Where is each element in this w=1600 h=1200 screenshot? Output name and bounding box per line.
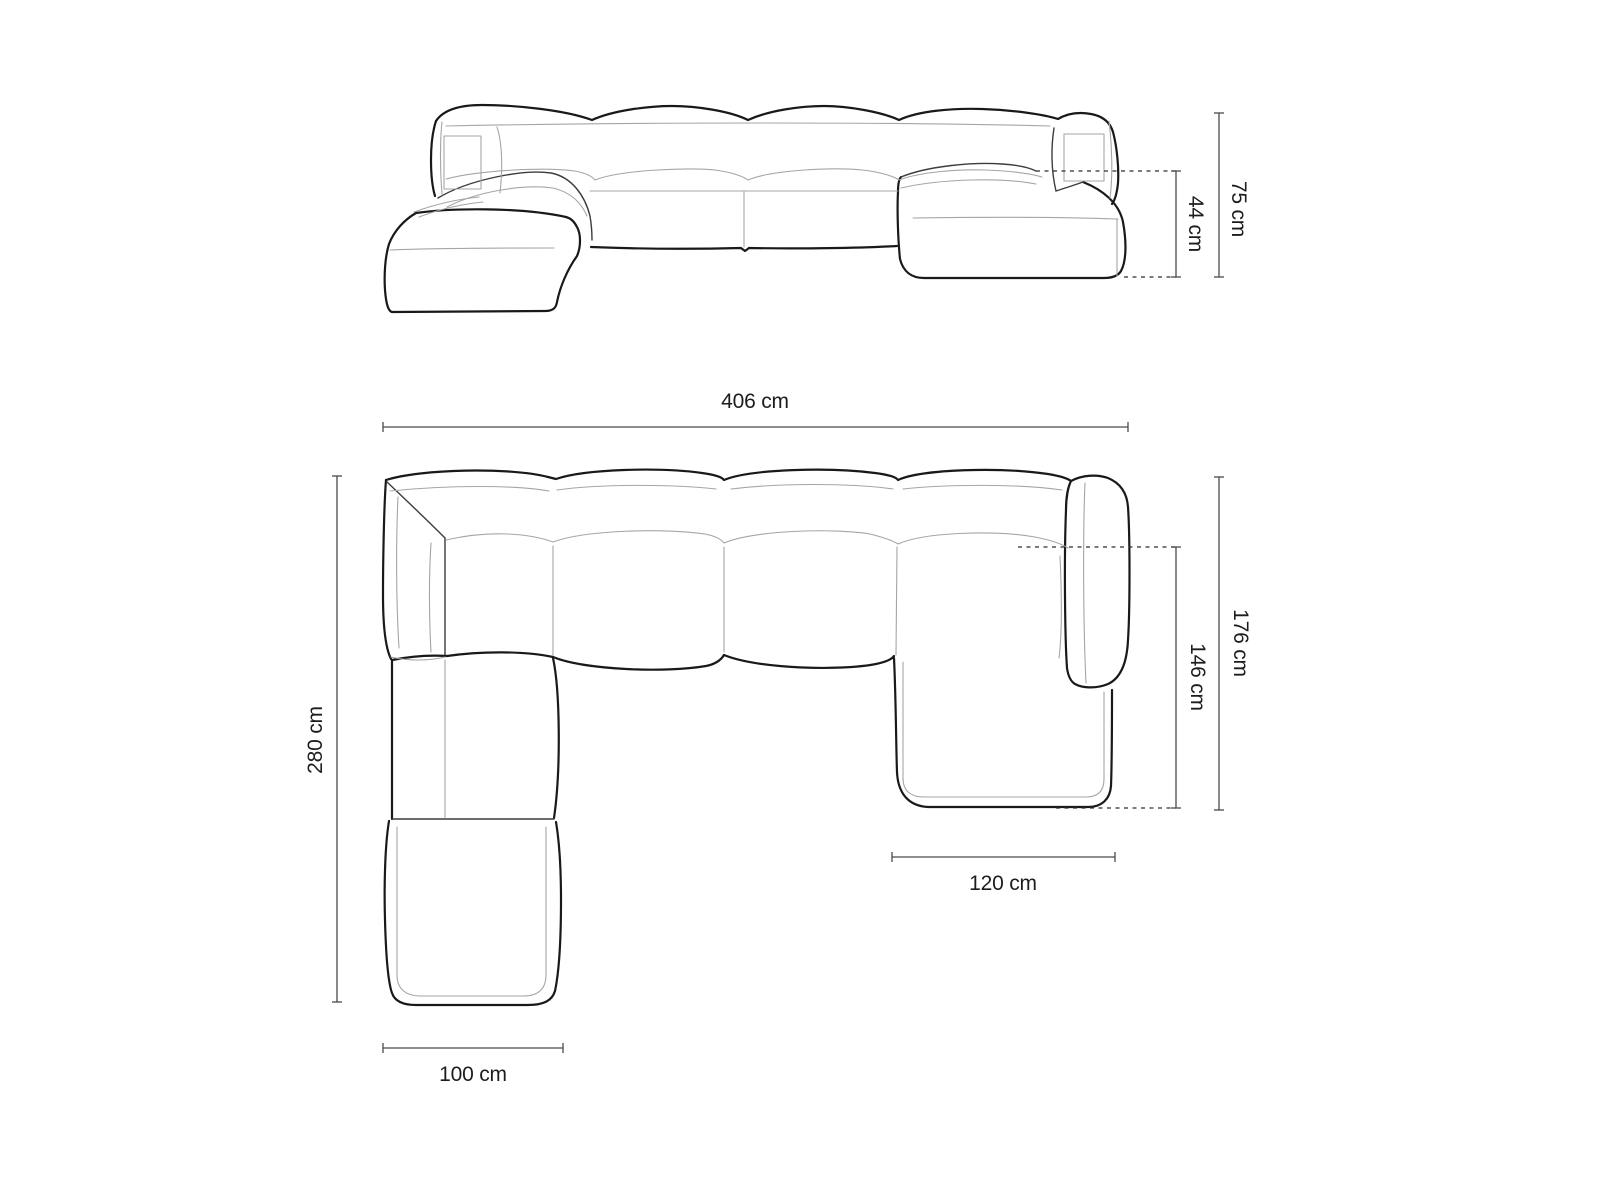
dim-label-total-width: 406 cm: [721, 390, 789, 413]
plan-view-outlines: [383, 470, 1130, 1005]
dim-label-seat-height: 44 cm: [1184, 195, 1207, 253]
plan-view-drawing: [332, 422, 1224, 1053]
dim-line-seat-height: [1036, 171, 1181, 277]
dim-line-total-height: [1214, 113, 1224, 277]
dim-label-right-chaise-seat-depth: 146 cm: [1186, 643, 1209, 711]
front-view-seams: [390, 121, 1118, 276]
plan-view-seams: [390, 483, 1104, 996]
front-view-drawing: [385, 105, 1224, 312]
dim-line-right-chaise-total-depth: [1214, 477, 1224, 810]
dim-line-right-chaise-seat-depth: [1018, 547, 1181, 808]
dim-line-total-width: [383, 422, 1128, 432]
front-view-outlines: [385, 105, 1126, 312]
dim-label-right-chaise-total-depth: 176 cm: [1229, 609, 1252, 677]
dim-line-left-chaise-width: [383, 1043, 563, 1053]
dim-line-right-chaise-width: [892, 852, 1115, 862]
dim-label-left-chaise-width: 100 cm: [439, 1063, 507, 1086]
dim-label-total-depth: 280 cm: [304, 706, 327, 774]
dim-label-total-height: 75 cm: [1227, 180, 1250, 238]
dim-line-total-depth: [332, 476, 342, 1002]
dim-label-right-chaise-width: 120 cm: [969, 872, 1037, 895]
